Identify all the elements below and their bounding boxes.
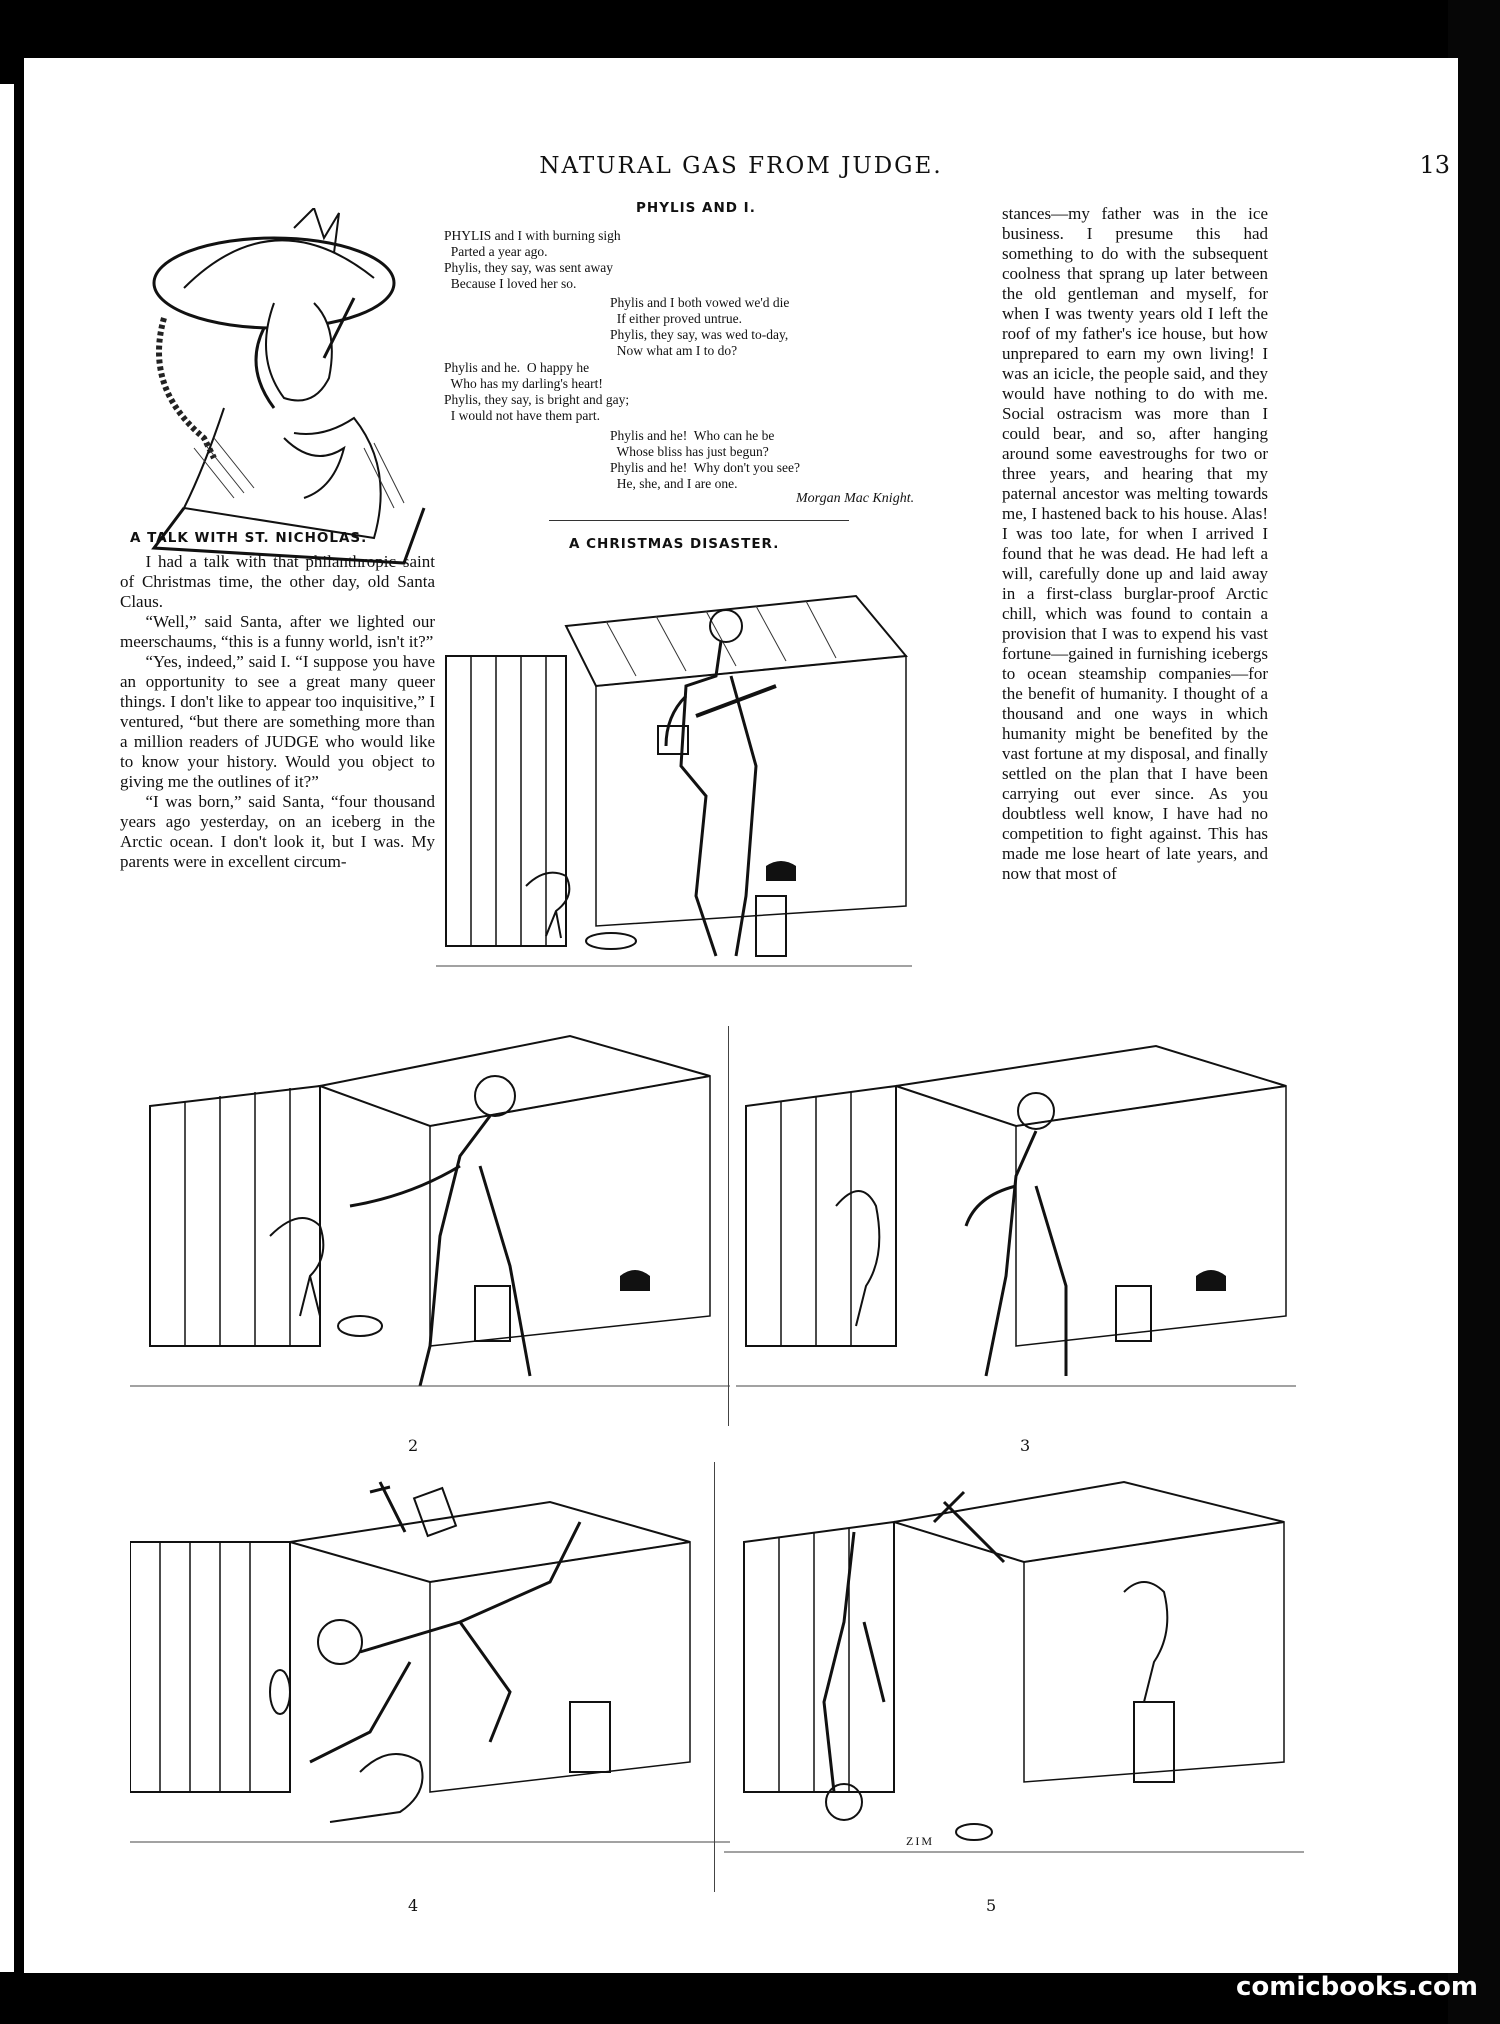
artist-signature: ZIM <box>906 1834 934 1848</box>
section-divider <box>549 520 849 521</box>
article-paragraph: “Yes, indeed,” said I. “I suppose you have an opportunity to see a great many queer things. I don't like to appear too inquisitive,” I ventured, “but there are something more than a million readers of JUDGE who would like to know your history. Would you object to giving me the outlines of it?” <box>120 652 435 791</box>
poem-line: Phylis and he! Why don't you see? <box>610 460 801 475</box>
comic-panel-3 <box>736 1026 1296 1436</box>
panel-divider <box>714 1462 715 1892</box>
article-title: A TALK WITH ST. NICHOLAS. <box>130 530 368 546</box>
article-right-column <box>1002 204 1268 884</box>
poem-line: Phylis and I both vowed we'd die <box>610 295 790 310</box>
magazine-page <box>24 58 1458 1973</box>
poem-line: PHYLIS and I with burning sigh <box>444 228 621 243</box>
poem-line: Phylis, they say, is bright and gay; <box>444 392 630 407</box>
comic-panel-2 <box>130 1016 730 1436</box>
poem-line: Phylis and he! Who can he be <box>610 428 775 443</box>
panel-number: 4 <box>408 1896 419 1915</box>
poem-stanza-1 <box>444 228 621 292</box>
panel-divider <box>728 1026 729 1426</box>
poem-stanza-2 <box>610 295 789 359</box>
poem-line: Because I loved her so. <box>444 276 577 291</box>
poem-author: Morgan Mac Knight. <box>796 491 915 506</box>
poem-title: PHYLIS AND I. <box>636 200 756 216</box>
poem-line: Now what am I to do? <box>610 343 738 358</box>
running-title: NATURAL GAS FROM JUDGE. <box>539 153 943 179</box>
facing-page-edge <box>0 84 14 1972</box>
article-paragraph: I had a talk with that philanthropic saint of Christmas time, the other day, old Santa Claus. <box>120 552 435 611</box>
site-watermark: comicbooks.com <box>1235 1972 1478 2002</box>
poem-line: Phylis and he. O happy he <box>444 360 590 375</box>
poem-line: If either proved untrue. <box>610 311 742 326</box>
poem-line: I would not have them part. <box>444 408 600 423</box>
lady-in-hat-illustration <box>124 208 444 568</box>
poem-line: Whose bliss has just begun? <box>610 444 769 459</box>
comic-panel-1 <box>436 566 912 1016</box>
article-continuation: stances—my father was in the ice business. I presume this had something to do with the subsequent coolness that sprang up later between the old gentleman and myself, for when I was twenty years old I left the roof of my father's ice house, but how unprepared to earn my own living! I was an icicle, the people said, and they would have nothing to do with me. Social ostracism was more than I could bear, and so, after hanging around some eavestroughs for two or three years, and hearing that my paternal ancestor was melting towards me, I hastened back to his house. Alas! I was too late, for when I arrived I found that he was dead. He had left a will, carefully done up and laid away in a first-class burglar-proof Arctic chill, which was found to contain a provision that I was to expend his vast fortune—gained in furnishing icebergs to ocean steamship companies—for the benefit of humanity. I thought of a thousand and one ways in which humanity might be benefited by the vast fortune at my disposal, and finally settled on the plan that I have been carrying out ever since. As you doubtless well know, I have had no competition to fight against. This has made me lose heart of late years, and now that most of <box>1002 204 1268 883</box>
page-number: 13 <box>1419 151 1450 179</box>
poem-stanza-3 <box>444 360 629 424</box>
panel-number: 5 <box>986 1896 997 1915</box>
comic-title: A CHRISTMAS DISASTER. <box>569 536 780 552</box>
article-paragraph: “I was born,” said Santa, “four thousand years ago yesterday, on an iceberg in the Arctic ocean. I don't look it, but I was. My parents were in excellent circum- <box>120 792 435 871</box>
poem-stanza-4 <box>610 428 800 492</box>
article-left-column <box>120 552 435 872</box>
poem-line: Phylis, they say, was sent away <box>444 260 613 275</box>
panel-number: 2 <box>408 1436 419 1455</box>
comic-panel-4 <box>130 1462 730 1892</box>
poem-line: Parted a year ago. <box>444 244 548 259</box>
poem-line: Who has my darling's heart! <box>444 376 603 391</box>
comic-panel-5 <box>724 1462 1304 1892</box>
article-paragraph: “Well,” said Santa, after we lighted our meerschaums, “this is a funny world, isn't it?” <box>120 612 435 651</box>
panel-number: 3 <box>1020 1436 1031 1455</box>
poem-line: He, she, and I are one. <box>610 476 738 491</box>
poem-line: Phylis, they say, was wed to-day, <box>610 327 789 342</box>
